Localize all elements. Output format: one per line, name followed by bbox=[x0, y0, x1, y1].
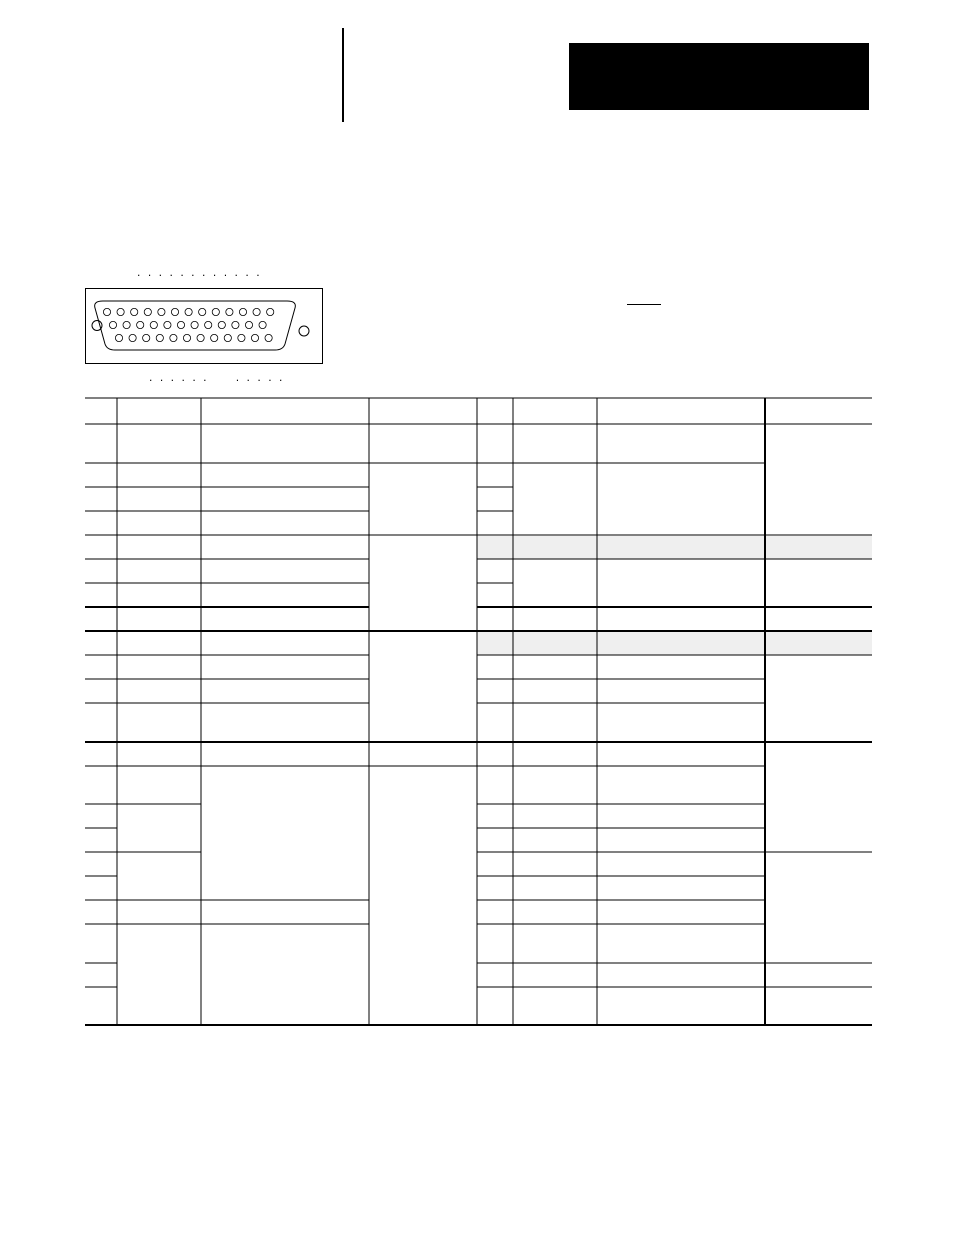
chapter-tab-box bbox=[569, 43, 869, 110]
pin-number-dots-top: . . . . . . . . . . . . bbox=[136, 269, 261, 279]
table-row-shaded bbox=[477, 536, 872, 559]
header-vertical-rule bbox=[342, 28, 344, 122]
table-row-shaded bbox=[477, 632, 872, 655]
signal-overline bbox=[627, 304, 661, 305]
pin-number-dots-bottom: . . . . . . . . . . . bbox=[148, 374, 284, 384]
d-sub-connector-icon bbox=[85, 288, 323, 364]
